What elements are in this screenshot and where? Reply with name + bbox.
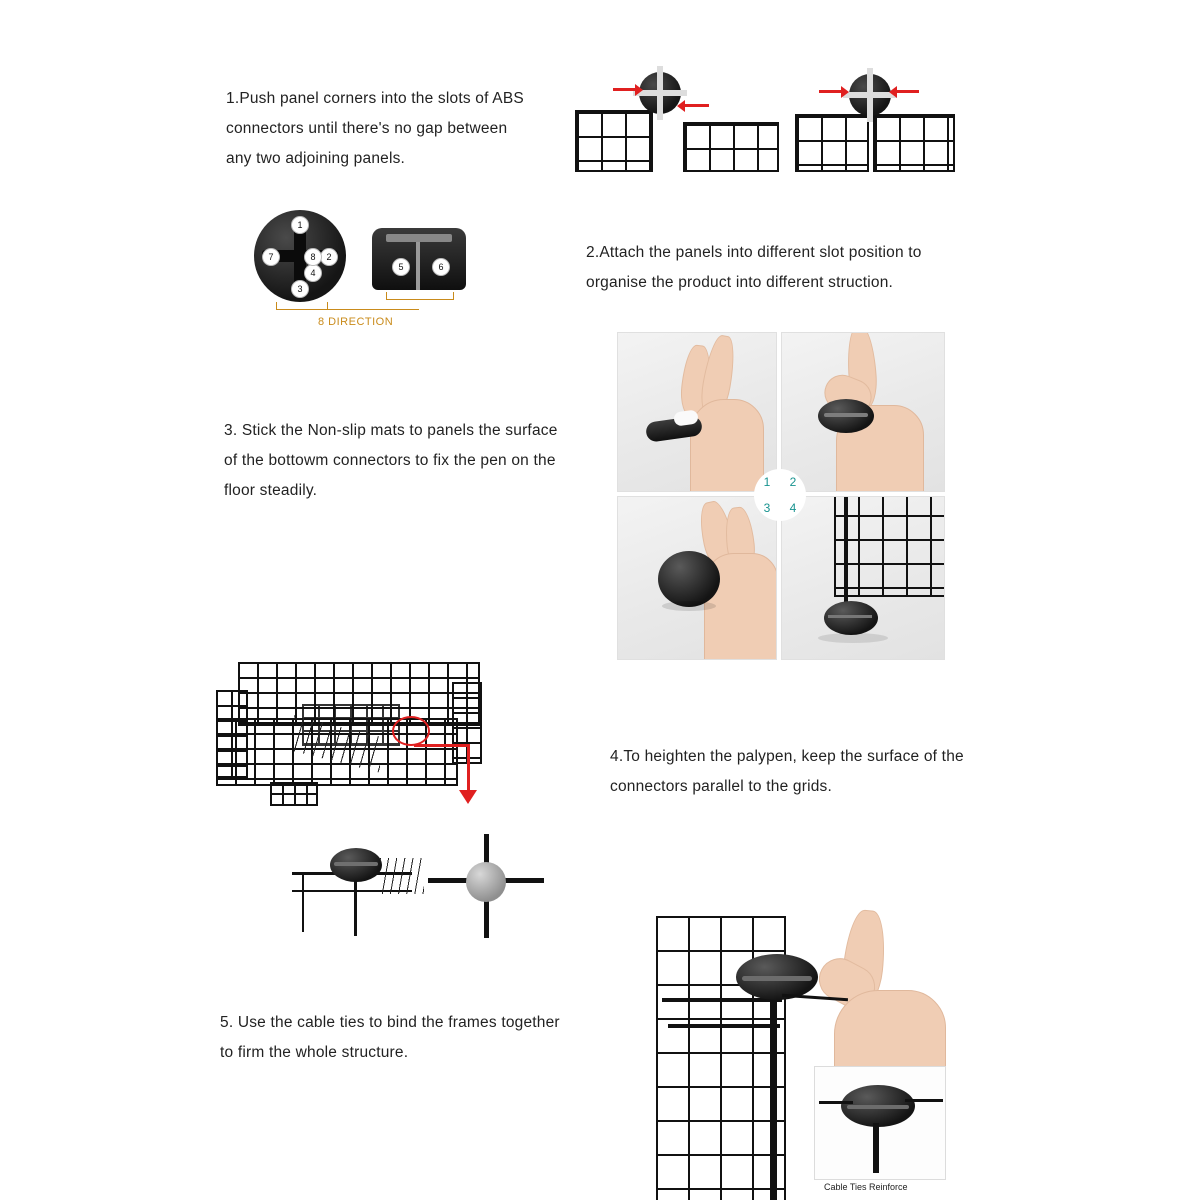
brace-side-view (386, 292, 454, 300)
joined-arrow-right-head (889, 86, 897, 98)
mat-photo-2 (781, 332, 945, 492)
step-1-line-2: connectors until there's no gap between (226, 120, 508, 137)
slot-number-5: 5 (392, 258, 410, 276)
cable-tie-caption: Cable Ties Reinforce (824, 1182, 908, 1192)
mat-photo-1 (617, 332, 777, 492)
non-slip-mat-photo-grid (617, 332, 943, 658)
connector-with-mat-3 (658, 551, 720, 607)
connector-slot-line-4 (828, 615, 872, 618)
step-3-line-3: floor steadily. (224, 482, 318, 499)
step-1-figure-joined (795, 60, 955, 170)
detail-frame-vertical-2 (302, 874, 304, 932)
slot-number-1: 1 (291, 216, 309, 234)
floor-shadow-4 (818, 633, 888, 643)
callout-arrow-horizontal (414, 744, 470, 747)
step-5-line-1: 5. Use the cable ties to bind the frames together (220, 1014, 560, 1031)
cable-tie-detail-inset (814, 1066, 946, 1180)
connector-detail-figure (288, 828, 558, 938)
step-1-line-1: 1.Push panel corners into the slots of ABS (226, 90, 524, 107)
step-1-text (226, 84, 556, 174)
inset-cable-tie-strand (905, 1099, 943, 1102)
mat-photo-3 (617, 496, 777, 660)
step-2-line-1: 2.Attach the panels into different slot position to (586, 244, 922, 261)
mesh-panel-right (683, 122, 779, 172)
mesh-panel-left (575, 110, 653, 172)
detail-ramp-mesh (380, 858, 424, 894)
mesh-panel-joined-right (873, 114, 955, 172)
cage-mesh-4 (834, 496, 945, 597)
side-view-split (416, 242, 420, 290)
step-3-line-2: of the bottowm connectors to fix the pen on the (224, 452, 556, 469)
connector-slot-line-2 (824, 413, 868, 417)
step-3-text (224, 416, 594, 506)
slot-number-6: 6 (432, 258, 450, 276)
inset-wire (819, 1101, 853, 1104)
brace-connector-line (301, 309, 419, 310)
joined-arrow-right (895, 90, 919, 93)
detail-callout-arrow (396, 716, 488, 812)
step-3-line-1: 3. Stick the Non-slip mats to panels the surface (224, 422, 558, 439)
push-arrow-right (685, 104, 709, 107)
slot-number-8: 8 (304, 248, 322, 266)
slot-number-7: 7 (262, 248, 280, 266)
detail-connector-slot (334, 862, 378, 866)
inset-post (873, 1123, 879, 1173)
slot-number-3: 3 (291, 280, 309, 298)
playpen-door-flap (270, 782, 318, 806)
cable-tie-wire-lower (668, 1024, 780, 1028)
slot-number-4: 4 (304, 264, 322, 282)
step-5-text (220, 1008, 590, 1068)
eight-direction-caption: 8 DIRECTION (318, 316, 394, 328)
step-1-line-3: any two adjoining panels. (226, 150, 406, 167)
step-1-figure-separated (575, 60, 775, 170)
push-arrow-left-head (635, 84, 643, 96)
sequence-number-2: 2 (789, 475, 797, 489)
mat-photo-4 (781, 496, 945, 660)
cable-tie-photo (648, 900, 988, 1200)
side-view-top-slot (386, 234, 452, 242)
installed-connector-4 (824, 601, 878, 635)
step-2-line-2: organise the product into different struction. (586, 274, 894, 291)
playpen-left-wall (216, 690, 248, 778)
hand-palm-1 (690, 399, 764, 492)
inset-connector-slot (847, 1105, 909, 1109)
sequence-number-3: 3 (763, 501, 771, 515)
mesh-panel-joined-left (795, 114, 869, 172)
step-4-text (610, 742, 990, 802)
callout-arrow-vertical (467, 744, 470, 792)
step-5-line-2: to firm the whole structure. (220, 1044, 409, 1061)
joined-arrow-left-head (841, 86, 849, 98)
step-4-line-2: connectors parallel to the grids. (610, 778, 832, 795)
step-2-text (586, 238, 966, 298)
callout-arrow-head (459, 790, 477, 804)
slot-number-2: 2 (320, 248, 338, 266)
mat-shadow-3 (662, 601, 716, 611)
connector-direction-diagram (246, 206, 466, 336)
sequence-number-1: 1 (763, 475, 771, 489)
photo-sequence-badge (754, 469, 806, 521)
parallel-connector-sphere (466, 862, 506, 902)
step-4-line-1: 4.To heighten the palypen, keep the surface of the (610, 748, 964, 765)
sequence-number-4: 4 (789, 501, 797, 515)
cable-tie-connector-slot (742, 976, 812, 981)
joined-arrow-left (819, 90, 843, 93)
push-arrow-right-head (677, 100, 685, 112)
push-arrow-left (613, 88, 637, 91)
